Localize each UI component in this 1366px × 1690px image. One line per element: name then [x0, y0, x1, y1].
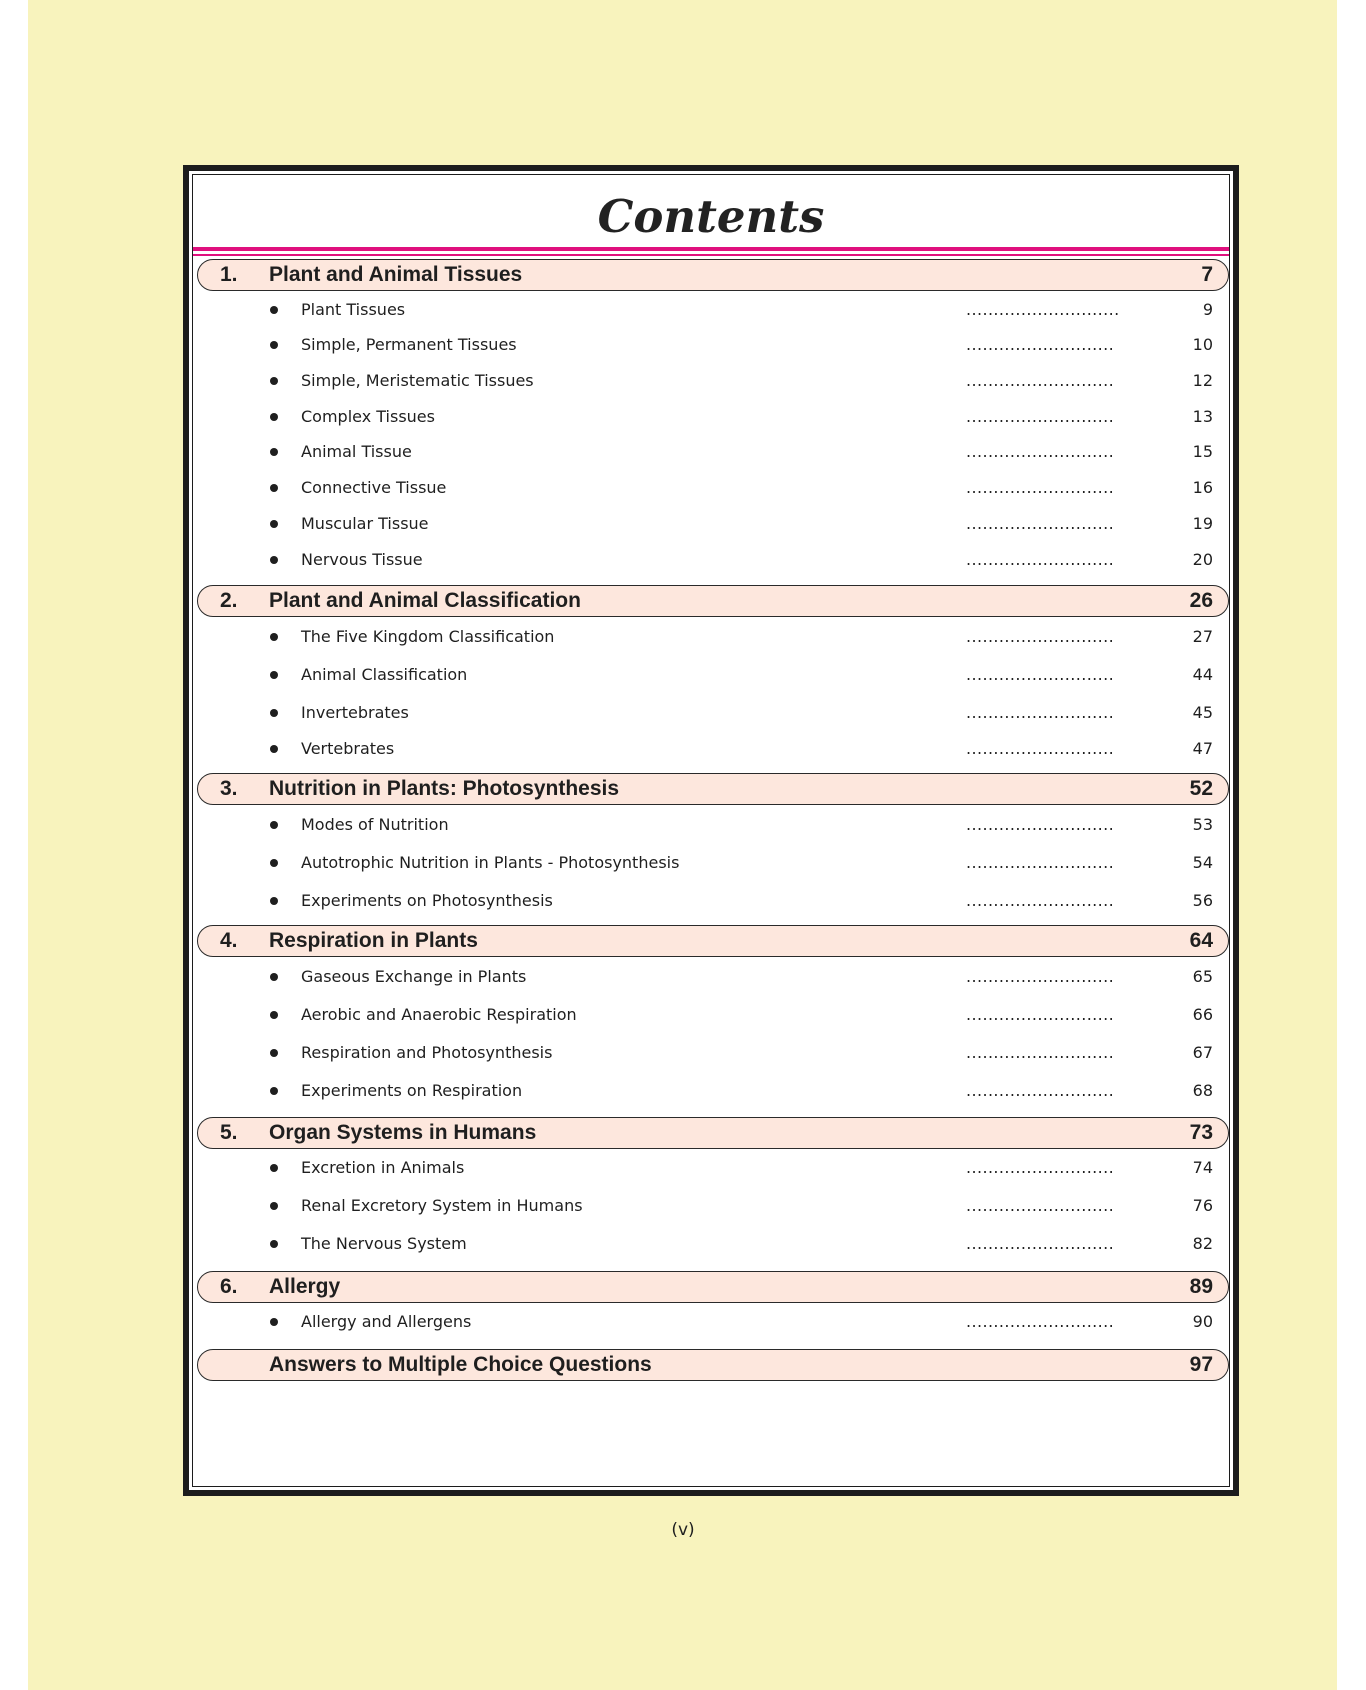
- bullet-icon: [270, 377, 278, 385]
- topic-entry[interactable]: [193, 1040, 1231, 1066]
- dot-leader: ...........................: [966, 1312, 1115, 1331]
- topic-title: Respiration and Photosynthesis: [301, 1043, 553, 1062]
- dot-leader: ...........................: [966, 891, 1115, 910]
- bullet-icon: [270, 1087, 278, 1095]
- topic-entry[interactable]: [193, 475, 1231, 501]
- topic-entry[interactable]: [193, 700, 1231, 726]
- topic-title: Excretion in Animals: [301, 1158, 465, 1177]
- topic-entry[interactable]: [193, 297, 1231, 323]
- topic-page: 9: [1202, 300, 1213, 319]
- topic-page: 90: [1192, 1312, 1213, 1331]
- dot-leader: ...........................: [966, 739, 1115, 758]
- topic-entry[interactable]: [193, 850, 1231, 876]
- bullet-icon: [270, 1318, 278, 1326]
- topic-title: Animal Classification: [301, 665, 468, 684]
- topic-entry[interactable]: [193, 888, 1231, 914]
- dot-leader: ...........................: [966, 407, 1115, 426]
- topic-entry[interactable]: [193, 1002, 1231, 1028]
- topic-page: 68: [1192, 1081, 1213, 1100]
- topic-page: 20: [1192, 550, 1213, 569]
- topic-title: Nervous Tissue: [301, 550, 423, 569]
- dot-leader: ...........................: [966, 967, 1115, 986]
- topic-page: 27: [1192, 627, 1213, 646]
- topic-entry[interactable]: [193, 662, 1231, 688]
- topic-title: Experiments on Respiration: [301, 1081, 523, 1100]
- topic-page: 53: [1192, 815, 1213, 834]
- topic-page: 16: [1192, 478, 1213, 497]
- dot-leader: ...........................: [966, 335, 1115, 354]
- chapter-page: 7: [1201, 263, 1213, 286]
- topic-page: 54: [1192, 853, 1213, 872]
- dot-leader: ...........................: [966, 371, 1115, 390]
- topic-title: The Nervous System: [301, 1234, 467, 1253]
- dot-leader: ...........................: [966, 1081, 1115, 1100]
- dot-leader: ...........................: [966, 1158, 1115, 1177]
- topic-entry[interactable]: [193, 736, 1231, 762]
- topic-title: Modes of Nutrition: [301, 815, 449, 834]
- topic-page: 10: [1192, 335, 1213, 354]
- chapter-number: 3.: [220, 777, 238, 800]
- chapter-title: Plant and Animal Classification: [269, 589, 581, 612]
- topic-title: Aerobic and Anaerobic Respiration: [301, 1005, 577, 1024]
- topic-title: Simple, Meristematic Tissues: [301, 371, 534, 390]
- chapter-heading[interactable]: [197, 585, 1229, 617]
- dot-leader: ...........................: [966, 853, 1115, 872]
- chapter-page: 97: [1189, 1353, 1213, 1376]
- book-page: [28, 0, 1337, 1690]
- topic-entry[interactable]: [193, 404, 1231, 430]
- topic-entry[interactable]: [193, 1231, 1231, 1257]
- bullet-icon: [270, 413, 278, 421]
- chapter-heading[interactable]: [197, 773, 1229, 805]
- topic-entry[interactable]: [193, 1078, 1231, 1104]
- topic-page: 56: [1192, 891, 1213, 910]
- chapter-title: Allergy: [269, 1275, 341, 1298]
- dot-leader: ...........................: [966, 1234, 1115, 1253]
- dot-leader: ...........................: [966, 815, 1115, 834]
- bullet-icon: [270, 709, 278, 717]
- dot-leader: ...........................: [966, 478, 1115, 497]
- chapter-title: Organ Systems in Humans: [269, 1121, 537, 1144]
- chapter-page: 52: [1189, 777, 1213, 800]
- topic-title: Gaseous Exchange in Plants: [301, 967, 527, 986]
- topic-title: Renal Excretory System in Humans: [301, 1196, 583, 1215]
- dot-leader: ...........................: [966, 514, 1115, 533]
- bullet-icon: [270, 1011, 278, 1019]
- bullet-icon: [270, 448, 278, 456]
- topic-page: 74: [1192, 1158, 1213, 1177]
- chapter-number: 2.: [220, 589, 238, 612]
- chapter-page: 89: [1189, 1275, 1213, 1298]
- chapter-heading[interactable]: [197, 1349, 1229, 1381]
- topic-title: Invertebrates: [301, 703, 409, 722]
- topic-page: 12: [1192, 371, 1213, 390]
- topic-title: Experiments on Photosynthesis: [301, 891, 553, 910]
- topic-entry[interactable]: [193, 812, 1231, 838]
- topic-entry[interactable]: [193, 547, 1231, 573]
- bullet-icon: [270, 745, 278, 753]
- topic-page: 47: [1192, 739, 1213, 758]
- bullet-icon: [270, 1164, 278, 1172]
- topic-title: Complex Tissues: [301, 407, 435, 426]
- topic-page: 66: [1192, 1005, 1213, 1024]
- topic-page: 44: [1192, 665, 1213, 684]
- table-of-contents: [193, 175, 1229, 1486]
- chapter-number: 5.: [220, 1121, 238, 1144]
- bullet-icon: [270, 1049, 278, 1057]
- dot-leader: ...........................: [966, 442, 1115, 461]
- topic-page: 19: [1192, 514, 1213, 533]
- dot-leader: ...........................: [966, 665, 1115, 684]
- bullet-icon: [270, 306, 278, 314]
- dot-leader: ...........................: [966, 703, 1115, 722]
- chapter-number: 1.: [220, 263, 238, 286]
- topic-title: Muscular Tissue: [301, 514, 429, 533]
- topic-entry[interactable]: [193, 1193, 1231, 1219]
- topic-entry[interactable]: [193, 964, 1231, 990]
- chapter-page: 73: [1189, 1121, 1213, 1144]
- chapter-title: Answers to Multiple Choice Questions: [269, 1353, 652, 1376]
- bullet-icon: [270, 520, 278, 528]
- topic-title: Plant Tissues: [301, 300, 406, 319]
- chapter-page: 64: [1189, 929, 1213, 952]
- bullet-icon: [270, 821, 278, 829]
- bullet-icon: [270, 341, 278, 349]
- chapter-heading[interactable]: [197, 1271, 1229, 1303]
- topic-entry[interactable]: [193, 1155, 1231, 1181]
- contents-title: Contents: [597, 190, 825, 243]
- chapter-number: 4.: [220, 929, 238, 952]
- bullet-icon: [270, 973, 278, 981]
- contents-frame: [183, 165, 1239, 1496]
- topic-title: Connective Tissue: [301, 478, 447, 497]
- page-number: (v): [671, 1520, 695, 1540]
- topic-title: Autotrophic Nutrition in Plants - Photosynthesis: [301, 853, 680, 872]
- chapter-heading[interactable]: [197, 1117, 1229, 1149]
- chapter-heading[interactable]: [197, 259, 1229, 291]
- topic-title: Allergy and Allergens: [301, 1312, 472, 1331]
- topic-title: Animal Tissue: [301, 442, 412, 461]
- topic-page: 45: [1192, 703, 1213, 722]
- topic-title: The Five Kingdom Classification: [301, 627, 555, 646]
- topic-title: Vertebrates: [301, 739, 395, 758]
- chapter-page: 26: [1189, 589, 1213, 612]
- chapter-number: 6.: [220, 1275, 238, 1298]
- bullet-icon: [270, 859, 278, 867]
- chapter-heading[interactable]: [197, 925, 1229, 957]
- topic-entry[interactable]: [193, 332, 1231, 358]
- bullet-icon: [270, 633, 278, 641]
- dot-leader: ...........................: [966, 1043, 1115, 1062]
- topic-page: 13: [1192, 407, 1213, 426]
- topic-page: 67: [1192, 1043, 1213, 1062]
- chapter-title: Nutrition in Plants: Photosynthesis: [269, 777, 620, 800]
- bullet-icon: [270, 671, 278, 679]
- dot-leader: ............................: [966, 300, 1120, 319]
- topic-page: 15: [1192, 442, 1213, 461]
- dot-leader: ...........................: [966, 1196, 1115, 1215]
- bullet-icon: [270, 897, 278, 905]
- dot-leader: ...........................: [966, 550, 1115, 569]
- bullet-icon: [270, 1240, 278, 1248]
- topic-entry[interactable]: [193, 1309, 1231, 1335]
- bullet-icon: [270, 1202, 278, 1210]
- chapter-title: Plant and Animal Tissues: [269, 263, 523, 286]
- topic-entry[interactable]: [193, 511, 1231, 537]
- bullet-icon: [270, 556, 278, 564]
- topic-entry[interactable]: [193, 439, 1231, 465]
- topic-entry[interactable]: [193, 368, 1231, 394]
- topic-page: 65: [1192, 967, 1213, 986]
- dot-leader: ...........................: [966, 627, 1115, 646]
- topic-page: 82: [1192, 1234, 1213, 1253]
- chapter-title: Respiration in Plants: [269, 929, 478, 952]
- dot-leader: ...........................: [966, 1005, 1115, 1024]
- bullet-icon: [270, 484, 278, 492]
- topic-title: Simple, Permanent Tissues: [301, 335, 517, 354]
- topic-entry[interactable]: [193, 624, 1231, 650]
- topic-page: 76: [1192, 1196, 1213, 1215]
- contents-frame-inner-border: [192, 174, 1230, 1487]
